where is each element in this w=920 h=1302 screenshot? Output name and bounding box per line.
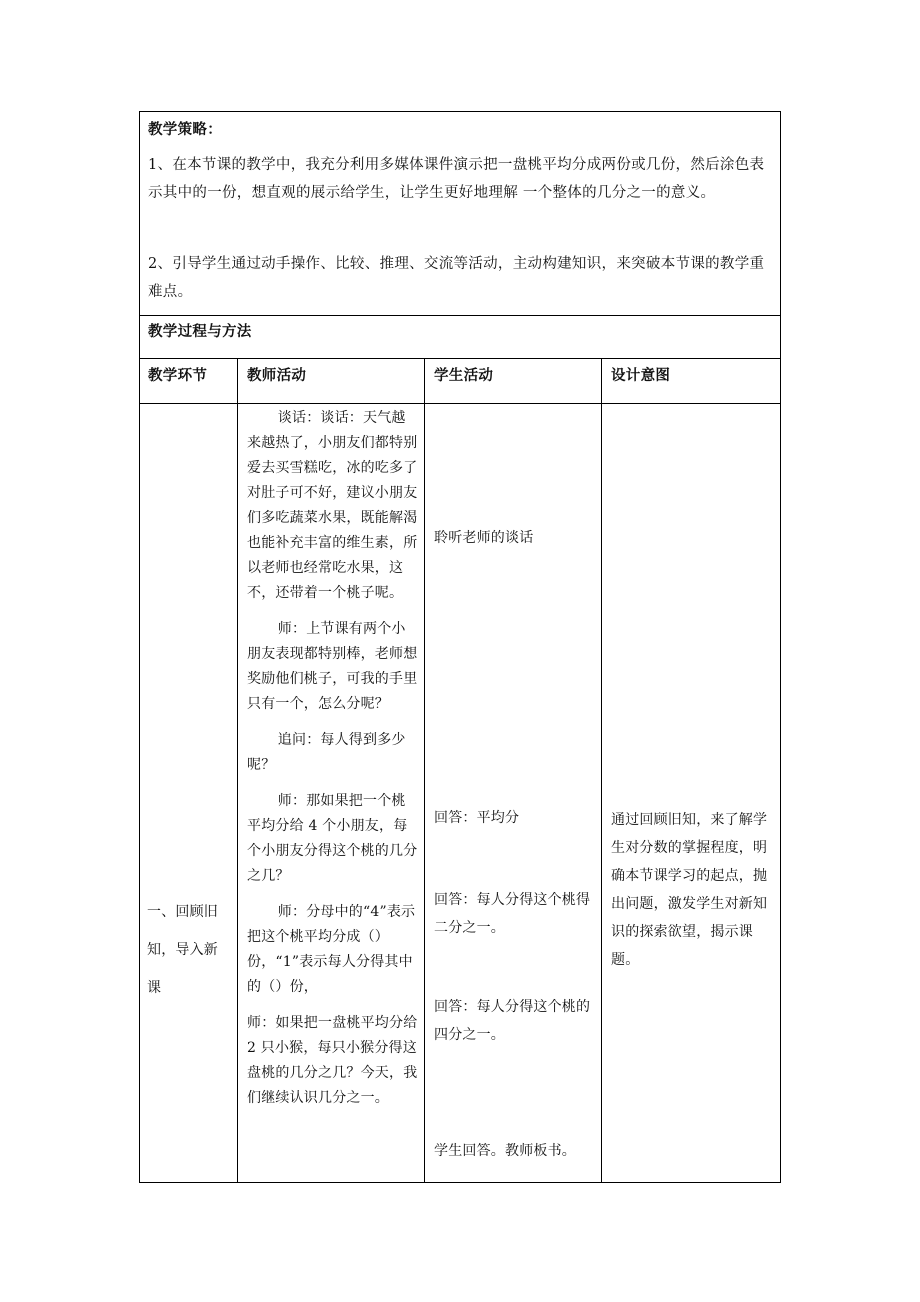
teacher-paragraph: 师：那如果把一个桃平均分给 4 个小朋友，每个小朋友分得这个桃的几分之几？ [247, 793, 418, 884]
column-header-teacher: 教师活动 [247, 368, 307, 384]
column-rule [237, 358, 238, 1183]
process-heading: 教学过程与方法 [148, 324, 252, 340]
column-header-stage: 教学环节 [148, 368, 208, 384]
strategy-heading: 教学策略： [148, 122, 222, 138]
column-rule [424, 358, 425, 1183]
student-activity: 回答：每人分得这个桃得二分之一。 [434, 892, 591, 936]
teacher-paragraph: 追问：每人得到多少呢？ [247, 732, 406, 773]
column-rule [601, 358, 602, 1183]
stage-cell: 一、回顾旧知，导入新课 [147, 904, 218, 996]
column-header-intent: 设计意图 [611, 368, 671, 384]
teacher-paragraph: 谈话：谈话：天气越来越热了，小朋友们都特别爱去买雪糕吃，冰的吃多了对肚子可不好，建议小朋友们多吃蔬菜水果，既能解渴也能补充丰富的维生素，所以老师也经常吃水果，这不，还带着一个桃子呢。 [247, 410, 418, 601]
column-header-student: 学生活动 [434, 368, 494, 384]
student-activity: 回答：每人分得这个桃的四分之一。 [434, 999, 591, 1043]
design-intent-cell: 通过回顾旧知，来了解学生对分数的掌握程度，明确本节课学习的起点，抛出问题，激发学生对新知识的探索欲望，揭示课题。 [611, 812, 768, 968]
teacher-paragraph: 师：分母中的“4”表示把这个桃平均分成（）份，“1”表示每人分得其中的（）份， [247, 904, 416, 995]
table-rule [139, 403, 781, 404]
table-rule [139, 358, 781, 359]
teacher-activity-cell [247, 406, 419, 1122]
strategy-item: 2、引导学生通过动手操作、比较、推理、交流等活动，主动构建知识，来突破本节课的教学重难点。 [148, 256, 765, 300]
student-activity: 回答：平均分 [434, 810, 520, 826]
teacher-paragraph: 师：上节课有两个小朋友表现都特别棒，老师想奖励他们桃子，可我的手里只有一个，怎么分呢？ [247, 621, 418, 712]
student-activity: 聆听老师的谈话 [434, 530, 534, 546]
student-activity: 学生回答。教师板书。 [434, 1143, 576, 1159]
table-rule [139, 315, 781, 316]
teacher-paragraph: 师：如果把一盘桃平均分给 2 只小猴，每只小猴分得这盘桃的几分之几？今天，我们继续认识几分之一。 [247, 1015, 418, 1106]
strategy-item: 1、在本节课的教学中，我充分利用多媒体课件演示把一盘桃平均分成两份或几份，然后涂色表示其中的一份，想直观的展示给学生，让学生更好地理解 一个整体的几分之一的意义。 [148, 157, 765, 201]
